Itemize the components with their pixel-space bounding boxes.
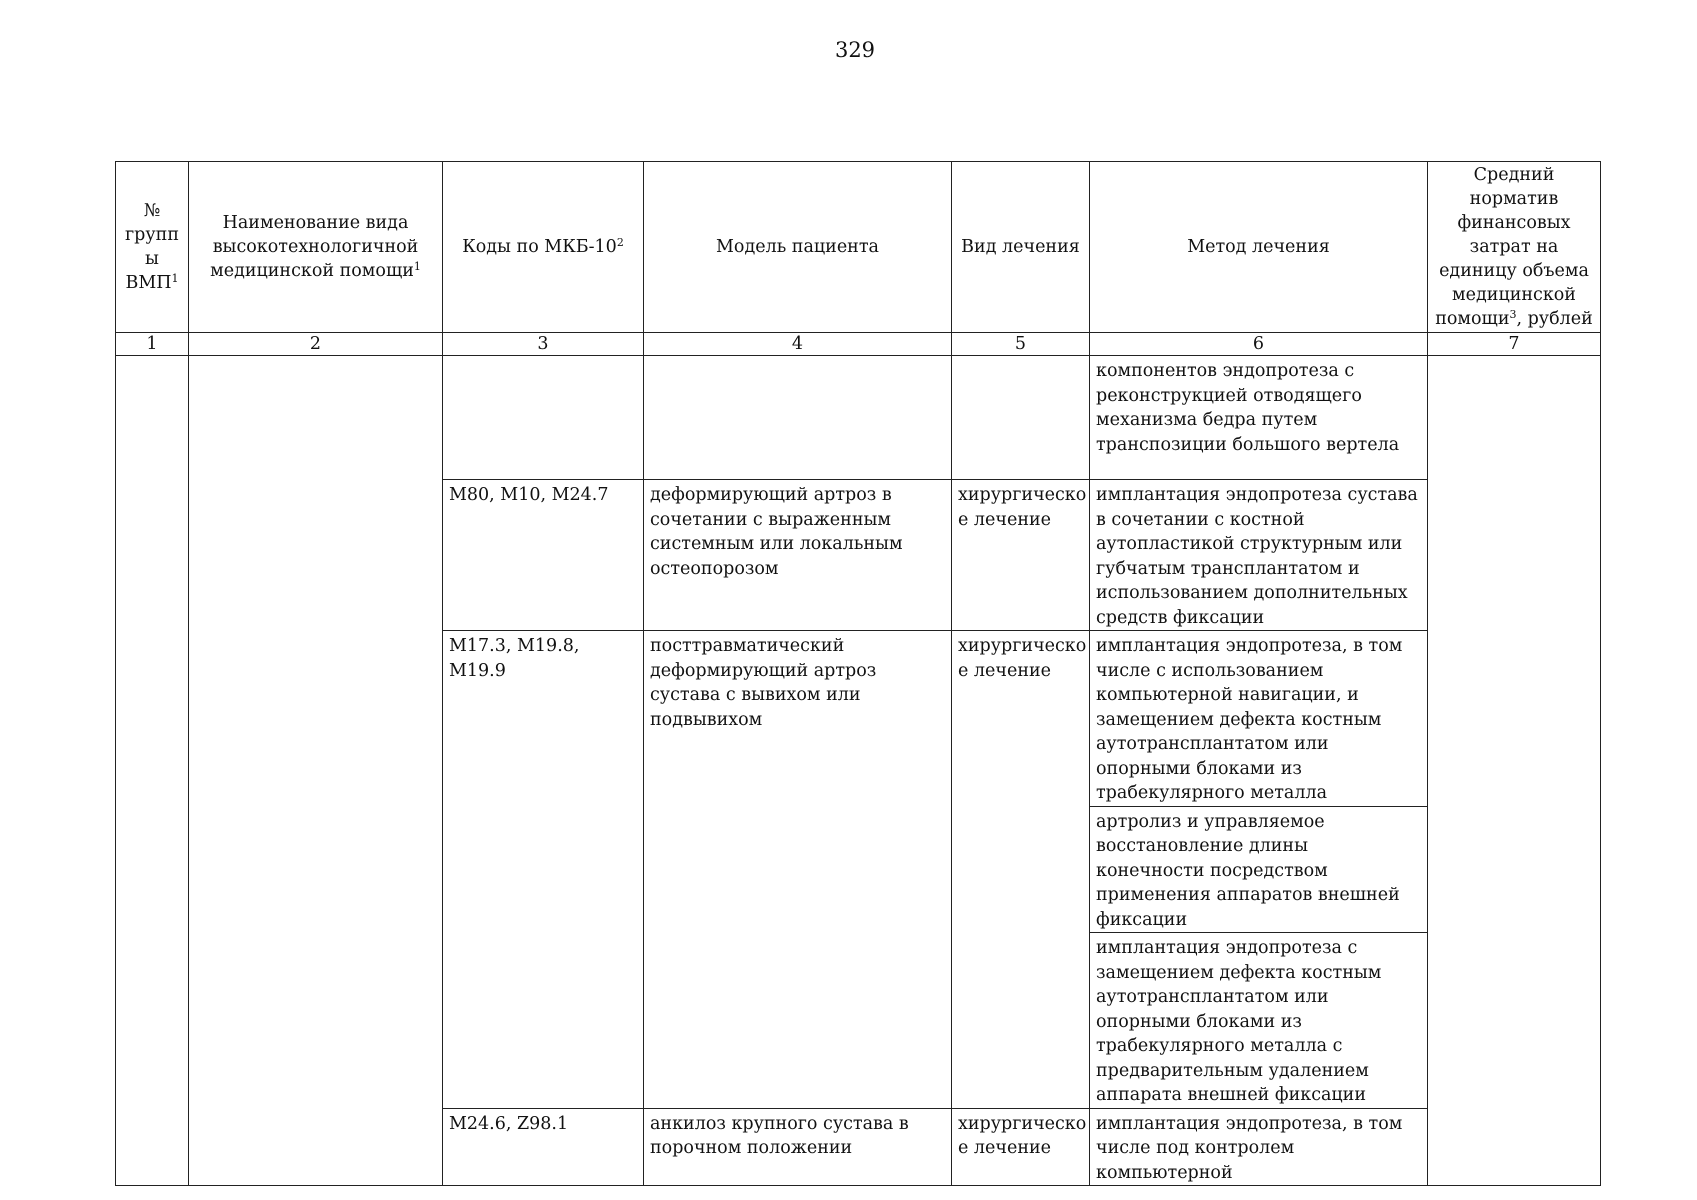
model-cell: анкилоз крупного сустава в порочном положении xyxy=(644,1108,952,1186)
header-treatment-method: Метод лечения xyxy=(1090,162,1428,333)
treatment-cell: хирургическо е лечение xyxy=(952,480,1090,631)
codes-cell: M80, M10, M24.7 xyxy=(443,480,644,631)
column-number: 1 xyxy=(116,333,189,356)
codes-cell: M17.3, M19.8, M19.9 xyxy=(443,631,644,1109)
model-cell: деформирующий артроз в сочетании с выраженным системным или локальным остеопорозом xyxy=(644,480,952,631)
model-cell xyxy=(644,356,952,480)
method-cell: имплантация эндопротеза с замещением дефекта костным аутотрансплантатом или опорными блоками из трабекулярного металла с предварительным удалением аппарата внешней фиксации xyxy=(1090,933,1428,1109)
column-number: 6 xyxy=(1090,333,1428,356)
method-cell: артролиз и управляемое восстановление длины конечности посредством применения аппаратов внешней фиксации xyxy=(1090,806,1428,933)
header-group-number: № групп ы ВМП$^1$ xyxy=(116,162,189,333)
column-number: 5 xyxy=(952,333,1090,356)
method-cell: имплантация эндопротеза, в том числе с использованием компьютерной навигации, и замещением дефекта костным аутотрансплантатом или опорными блоками из трабекулярного металла xyxy=(1090,631,1428,807)
column-number: 7 xyxy=(1428,333,1601,356)
header-row xyxy=(116,162,1601,333)
header-care-type: Наименование вида высокотехнологичной медицинской помощи$^1$ xyxy=(189,162,443,333)
header-icd-codes: Коды по МКБ-$10^2$ xyxy=(443,162,644,333)
group-number-cell xyxy=(116,356,189,1186)
page-number: 329 xyxy=(834,38,876,62)
method-cell: имплантация эндопротеза, в том числе под контролем компьютерной xyxy=(1090,1108,1428,1186)
treatment-cell xyxy=(952,356,1090,480)
care-type-cell xyxy=(189,356,443,1186)
method-cell: имплантация эндопротеза сустава в сочетании с костной аутопластикой структурным или губчатым трансплантатом и использованием дополнительных средств фиксации xyxy=(1090,480,1428,631)
vmp-table xyxy=(115,161,1601,1186)
header-cost-norm: Средний норматив финансовых затрат на единицу объема медицинской помощи$^3$, рублей xyxy=(1428,162,1601,333)
cost-cell xyxy=(1428,356,1601,1186)
column-number: 3 xyxy=(443,333,644,356)
method-cell: компонентов эндопротеза с реконструкцией отводящего механизма бедра путем транспозиции большого вертела xyxy=(1090,356,1428,480)
treatment-cell: хирургическо е лечение xyxy=(952,1108,1090,1186)
column-number: 4 xyxy=(644,333,952,356)
header-patient-model: Модель пациента xyxy=(644,162,952,333)
codes-cell xyxy=(443,356,644,480)
column-number-row xyxy=(116,333,1601,356)
header-treatment-type: Вид лечения xyxy=(952,162,1090,333)
column-number: 2 xyxy=(189,333,443,356)
codes-cell: M24.6, Z98.1 xyxy=(443,1108,644,1186)
table-row xyxy=(116,356,1601,480)
treatment-cell: хирургическо е лечение xyxy=(952,631,1090,1109)
model-cell: посттравматический деформирующий артроз сустава с вывихом или подвывихом xyxy=(644,631,952,1109)
